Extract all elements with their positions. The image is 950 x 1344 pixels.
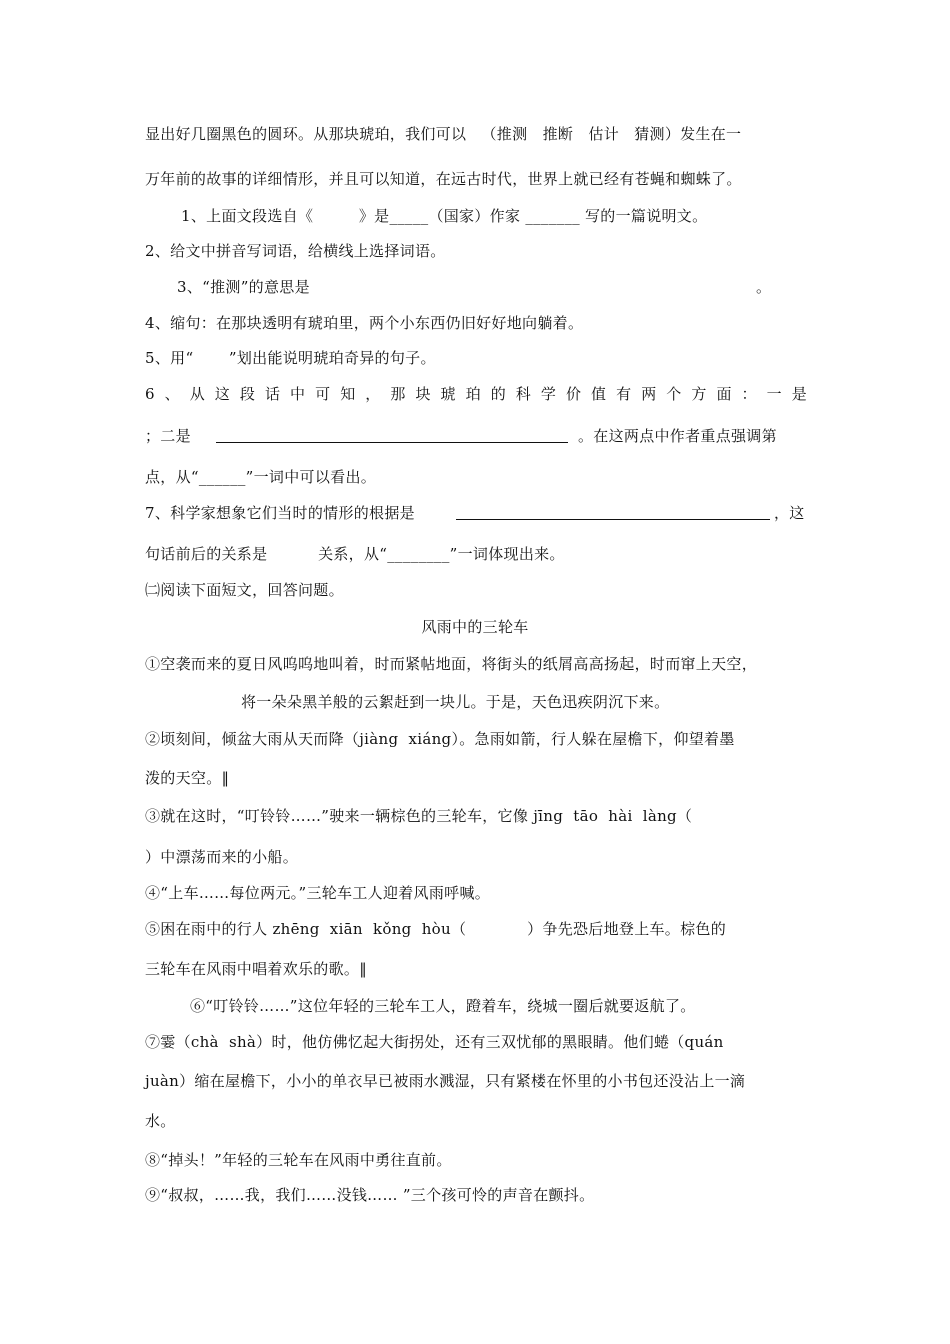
story-paragraph-7-cont: juàn）缩在屋檐下，小小的单衣早已被雨水溅湿，只有紧楼在怀里的小书包还没沾上一滴 <box>145 1072 746 1090</box>
question-2: 2、给文中拼音写词语，给横线上选择词语。 <box>145 242 446 260</box>
story-paragraph-6: ⑥“叮铃铃……”这位年轻的三轮车工人，蹬着车，绕城一圈后就要返航了。 <box>190 997 696 1015</box>
story-title: 风雨中的三轮车 <box>421 618 529 636</box>
passage-line-2: 万年前的故事的详细情形，并且可以知道，在远古时代，世界上就已经有苍蝇和蜘蛛了。 <box>145 170 742 188</box>
question-5: 5、用“ ”划出能说明琥珀奇异的句子。 <box>145 349 436 367</box>
question-6-line-3: 点，从“______”一词中可以看出。 <box>145 468 377 486</box>
question-3-end: 。 <box>756 278 772 296</box>
story-paragraph-7-end: 水。 <box>145 1112 176 1130</box>
question-7-line-2: 句话前后的关系是 关系，从“________”一词体现出来。 <box>145 545 565 563</box>
story-paragraph-2: ②顷刻间，倾盆大雨从天而降（jiàng xiáng）。急雨如箭，行人躲在屋檐下，仰望着墨 <box>145 730 735 748</box>
section-heading: ㈡阅读下面短文，回答问题。 <box>145 581 344 599</box>
story-paragraph-2-cont: 泼的天空。‖ <box>145 769 230 787</box>
question-7: 7、科学家想象它们当时的情形的根据是 <box>145 504 415 522</box>
question-7-end: ，这 <box>774 504 805 522</box>
story-paragraph-3-cont: ）中漂荡而来的小船。 <box>145 848 299 866</box>
question-6: 6、从这段话中可知，那块琥珀的科学价值有两个方面：一是 <box>145 385 807 403</box>
story-paragraph-3: ③就在这时，“叮铃铃……”驶来一辆棕色的三轮车，它像 jīng tāo hài làng（ <box>145 807 693 825</box>
answer-blank-7 <box>456 504 770 520</box>
question-3: 3、“推测”的意思是 <box>177 278 310 296</box>
story-paragraph-1-cont: 将一朵朵黑羊般的云絮赶到一块儿。于是，天色迅疾阴沉下来。 <box>241 693 670 711</box>
story-paragraph-1: ①空袭而来的夏日风呜呜地叫着，时而紧帖地面，将街头的纸屑高高扬起，时而窜上天空， <box>145 655 758 673</box>
story-paragraph-9: ⑨“叔叔，……我，我们……没钱…… ”三个孩可怜的声音在颤抖。 <box>145 1186 595 1204</box>
story-paragraph-5: ⑤困在雨中的行人 zhēng xiān kǒng hòu（ ）争先恐后地登上车。棕色的 <box>145 920 726 938</box>
story-paragraph-4: ④“上车……每位两元。”三轮车工人迎着风雨呼喊。 <box>145 884 491 902</box>
question-6-cont-end: 。在这两点中作者重点强调第 <box>578 427 777 445</box>
question-6-cont-start: ；二是 <box>145 427 191 445</box>
story-paragraph-5-cont: 三轮车在风雨中唱着欢乐的歌。‖ <box>145 960 368 978</box>
passage-line-1: 显出好几圈黑色的圆环。从那块琥珀，我们可以 （推测 推断 估计 猜测）发生在一 <box>145 125 742 143</box>
question-4: 4、缩句：在那块透明有琥珀里，两个小东西仍旧好好地向躺着。 <box>145 314 584 332</box>
story-paragraph-8: ⑧“掉头！”年轻的三轮车在风雨中勇往直前。 <box>145 1151 452 1169</box>
question-1: 1、上面文段选自《 》是_____（国家）作家 _______ 写的一篇说明文。 <box>181 207 708 225</box>
answer-blank-6 <box>216 427 568 443</box>
story-paragraph-7: ⑦霎（chà shà）时，他仿佛忆起大街拐处，还有三双忧郁的黑眼睛。他们蜷（quán <box>145 1033 724 1051</box>
